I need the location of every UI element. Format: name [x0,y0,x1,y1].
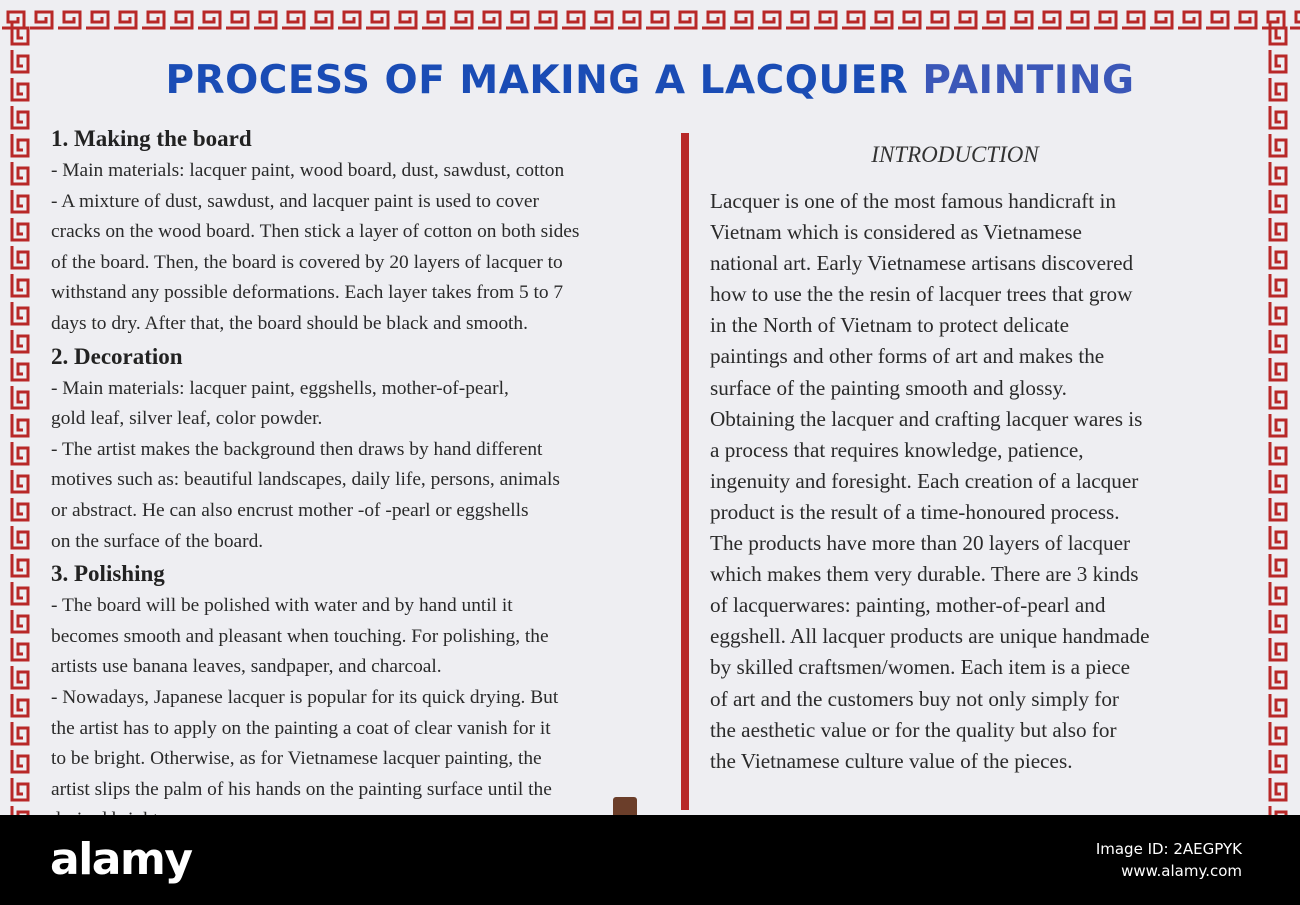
introduction-text-line: in the North of Vietnam to protect delicate [710,313,1069,338]
introduction-text-line: Lacquer is one of the most famous handicraft in [710,189,1116,213]
section-text-line: - Main materials: lacquer paint, wood board, dust, sawdust, cotton [51,160,565,181]
introduction-body [710,186,1265,777]
section-text-line: - The artist makes the background then draws by hand different [51,438,543,460]
section-text-line: cracks on the wood board. Then stick a layer of cotton on both sides [51,221,580,243]
section-text-line: to be bright. Otherwise, as for Vietnamese lacquer painting, the [51,748,542,770]
title-part1: PROCESS OF MAKING A LACQUER [165,58,909,103]
section-text-line: the artist has to apply on the painting a coat of clear vanish for it [51,717,551,739]
introduction-text-line: Obtaining the lacquer and crafting lacquer wares is [710,406,1143,431]
introduction-column [710,140,1265,777]
section-text-line: - A mixture of dust, sawdust, and lacquer paint is used to cover [51,190,539,212]
introduction-text-line: surface of the painting smooth and glossy. [710,375,1067,400]
introduction-text-line: of art and the customers buy not only simply for [710,686,1119,711]
introduction-text-line: paintings and other forms of art and makes the [710,344,1105,369]
introduction-text-line: The products have more than 20 layers of lacquer [710,531,1131,556]
section-text-line: gold leaf, silver leaf, color powder. [51,408,323,430]
section-text-line: - Nowadays, Japanese lacquer is popular for its quick drying. But [51,686,559,708]
section-text-line: withstand any possible deformations. Each layer takes from 5 to 7 [51,282,564,304]
section-heading: 3. Polishing [51,561,165,587]
section-text-line: motives such as: beautiful landscapes, daily life, persons, animals [51,469,560,491]
border-top [0,6,1300,32]
introduction-text-line: Vietnam which is considered as Vietnamese [710,220,1082,245]
introduction-text-line: ingenuity and foresight. Each creation of a lacquer [710,468,1139,493]
section-text-line: on the surface of the board. [51,530,264,552]
image-id-block [1096,838,1242,882]
introduction-text-line: by skilled craftsmen/women. Each item is a piece [710,655,1131,680]
introduction-text-line: the aesthetic value or for the quality but also for [710,717,1117,742]
section-text-line: artist slips the palm of his hands on the painting surface until the [51,778,552,800]
section-text-line: becomes smooth and pleasant when touching. For polishing, the [51,625,549,647]
introduction-text-line: the Vietnamese culture value of the pieces. [710,748,1073,773]
process-column [51,122,681,836]
title-part2: PAINTING [922,58,1135,103]
introduction-text-line: a process that requires knowledge, patience, [710,437,1084,462]
section-text-line: - Main materials: lacquer paint, eggshells, mother-of-pearl, [51,377,509,399]
border-left [6,20,34,815]
image-id-text: Image ID: 2AEGPYK [1095,840,1242,858]
section-text-line: days to dry. After that, the board should be black and smooth. [51,312,528,334]
introduction-heading: INTRODUCTION [871,142,1039,167]
section-heading: 1. Making the board [51,126,252,151]
introduction-text-line: how to use the the resin of lacquer trees that grow [710,282,1133,307]
bottle-object [613,797,637,815]
introduction-text-line: of lacquerwares: painting, mother-of-pearl and [710,593,1106,618]
introduction-text-line: national art. Early Vietnamese artisans discovered [710,251,1134,276]
sign-title [60,58,1240,103]
section-text-line: artists use banana leaves, sandpaper, and charcoal. [51,656,442,678]
column-divider [681,133,689,810]
introduction-text-line: which makes them very durable. There are 3 kinds [710,562,1139,587]
introduction-text-line: eggshell. All lacquer products are unique handmade [710,624,1150,649]
section-text-line: or abstract. He can also encrust mother -of -pearl or eggshells [51,499,529,521]
border-right [1264,20,1292,815]
alamy-logo: alamy [50,834,192,885]
section-heading: 2. Decoration [51,343,183,369]
introduction-text-line: product is the result of a time-honoured process. [710,499,1120,524]
section-text-line: - The board will be polished with water and by hand until it [51,595,513,617]
site-url-text: www.alamy.com [1121,862,1242,880]
section-text-line: of the board. Then, the board is covered by 20 layers of lacquer to [51,251,563,273]
